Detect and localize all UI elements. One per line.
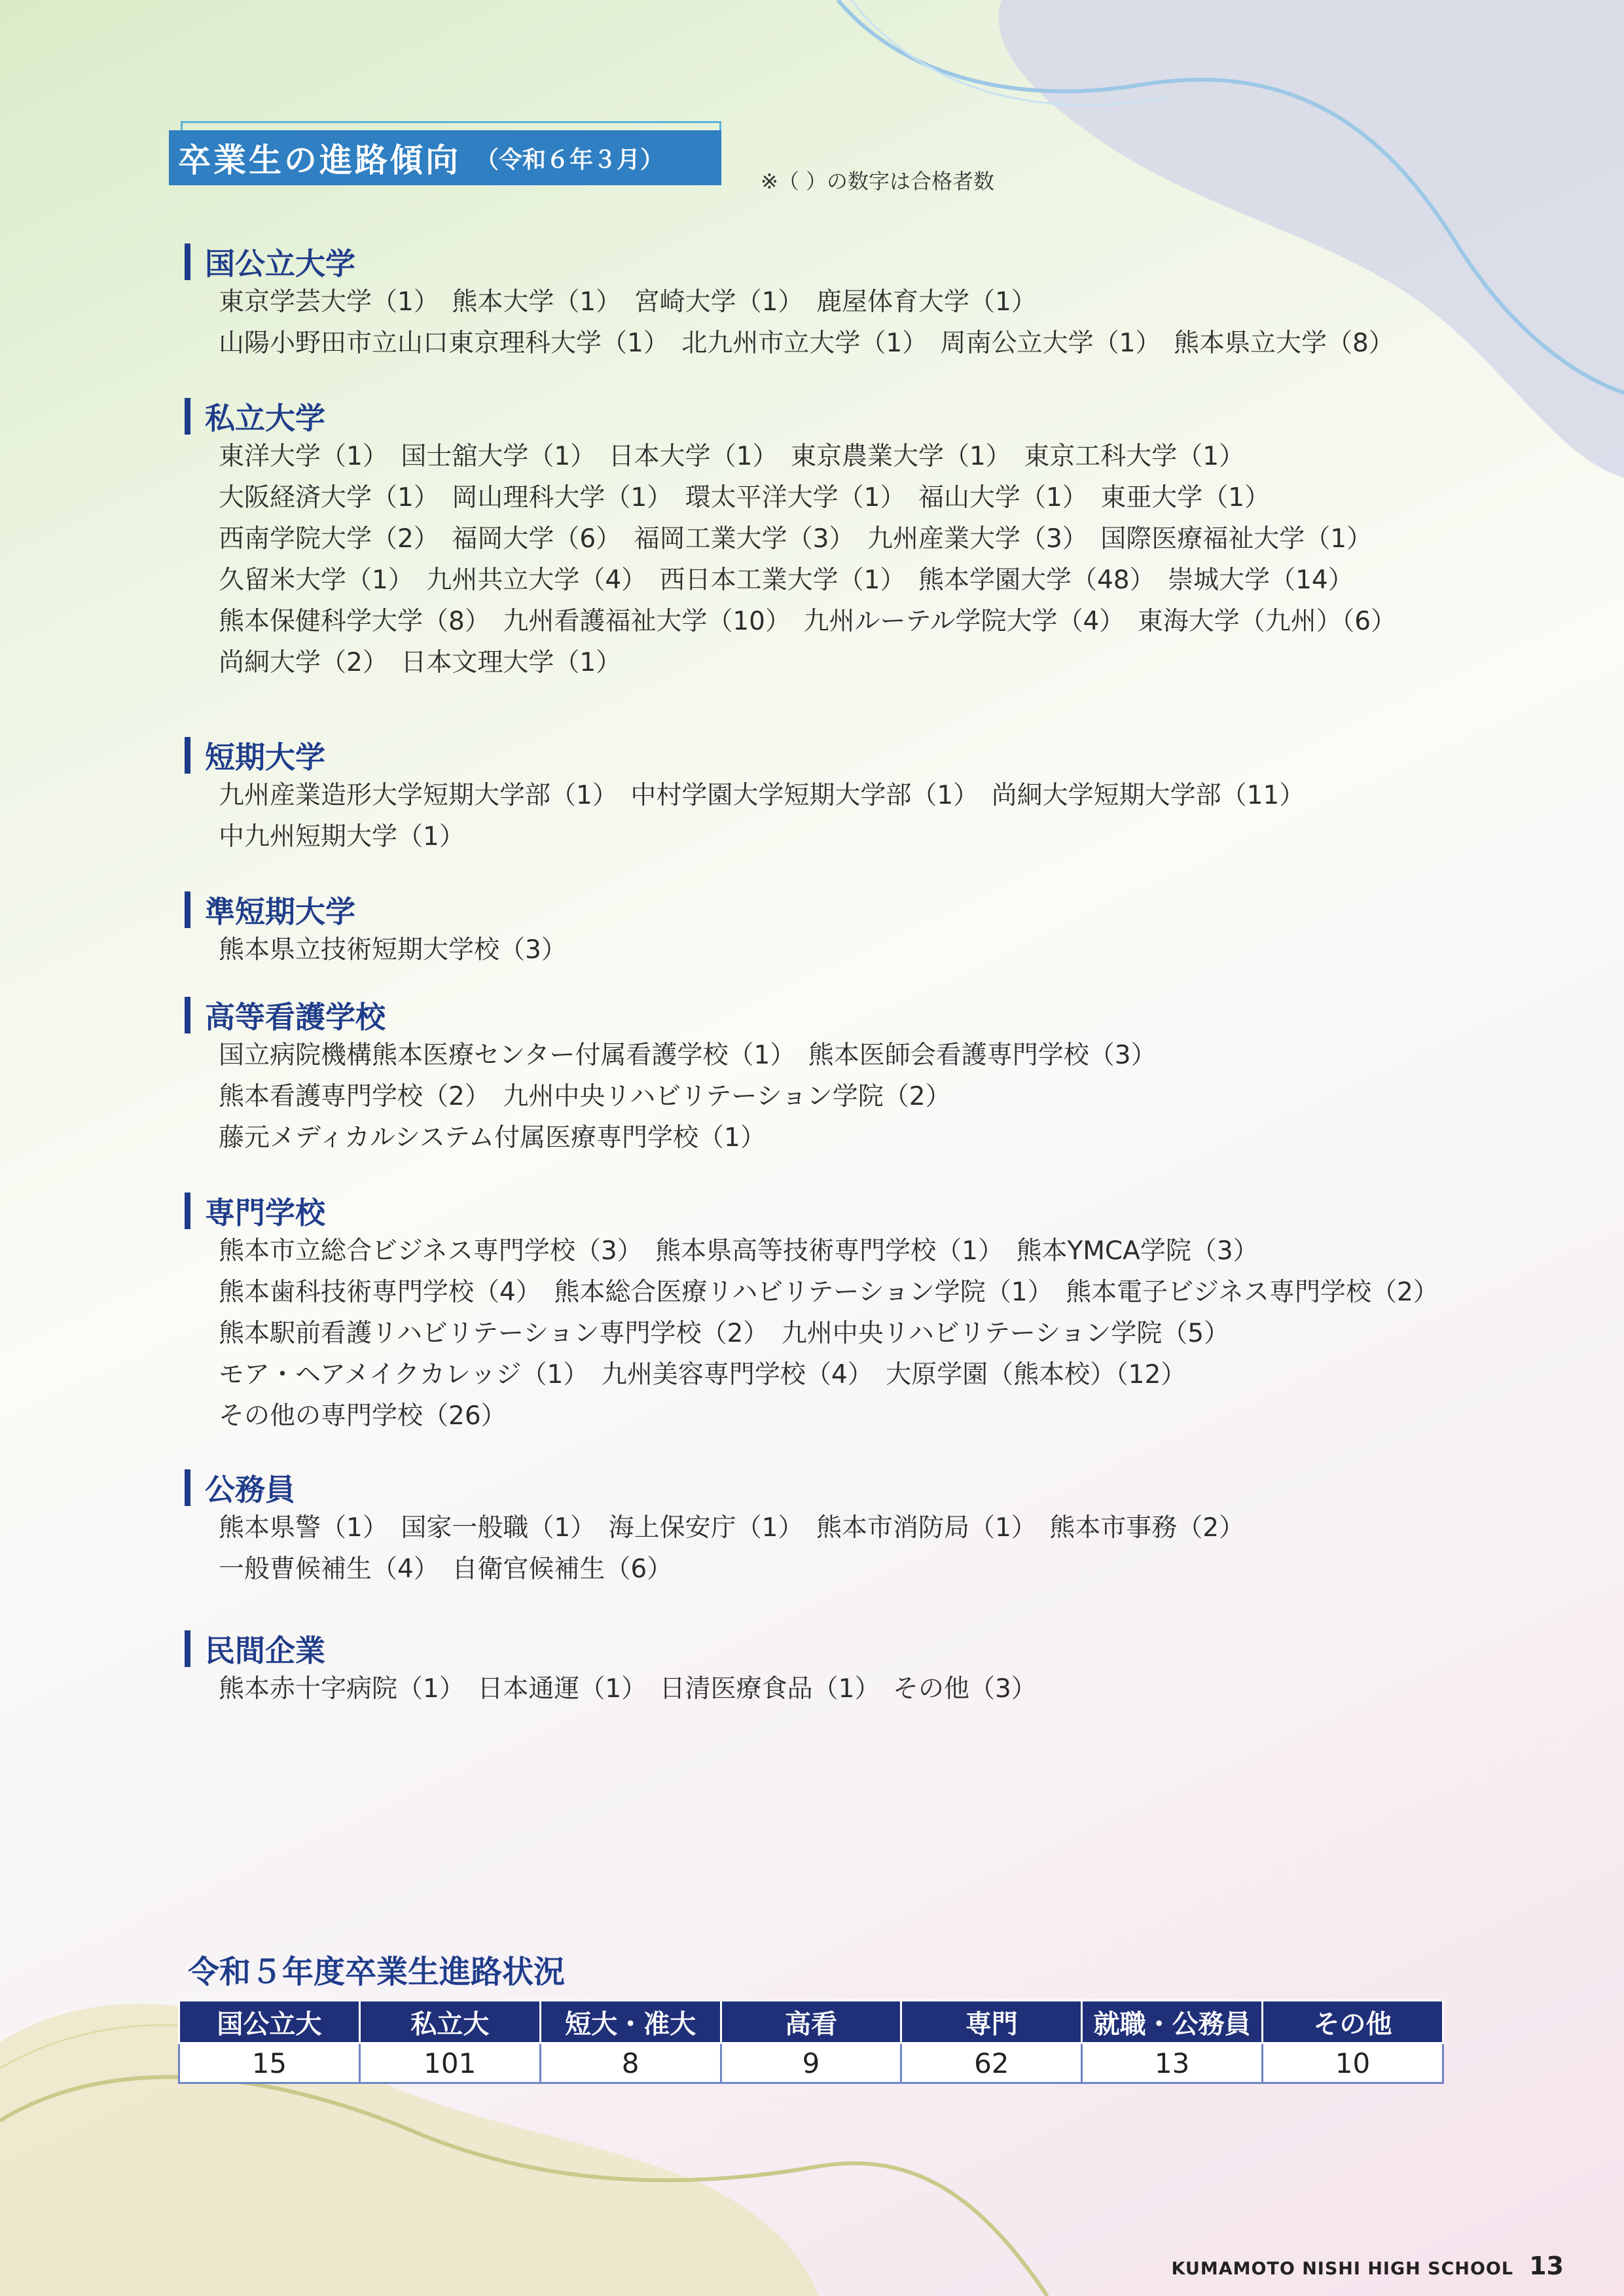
section-heading [185, 736, 1494, 775]
section-header [169, 121, 723, 185]
section-title: 短期大学 [205, 740, 325, 775]
page-title: 卒業生の進路傾向 [178, 141, 461, 179]
school-line: 東洋大学（1） 国士舘大学（1） 日本大学（1） 東京農業大学（1） 東京工科大学（1） [219, 442, 1245, 471]
section-title: 専門学校 [205, 1195, 325, 1230]
section-title: 私立大学 [205, 401, 325, 436]
summary-header-cell: 国公立大 [179, 2001, 360, 2043]
section-marker [185, 243, 190, 280]
section-title: 民間企業 [205, 1633, 325, 1668]
section-lines [219, 436, 1494, 683]
summary-header-cell: 短大・准大 [540, 2001, 721, 2043]
section-heading [185, 1629, 1494, 1668]
school-line: 熊本市立総合ビジネス専門学校（3） 熊本県高等技術専門学校（1） 熊本YMCA学院（3） [219, 1236, 1259, 1266]
section-heading [185, 996, 1494, 1035]
school-line: 大阪経済大学（1） 岡山理科大学（1） 環太平洋大学（1） 福山大学（1） 東亜大学（1） [219, 483, 1271, 512]
summary-header-row [179, 2001, 1443, 2043]
section-semi-junior-college [185, 890, 1494, 971]
section-marker [185, 398, 190, 435]
page-footer [1171, 2251, 1564, 2280]
section-lines [219, 1230, 1494, 1437]
section-marker [185, 891, 190, 928]
section-private-company [185, 1629, 1494, 1710]
section-lines [219, 1035, 1494, 1158]
section-lines [219, 1507, 1494, 1590]
section-lines [219, 775, 1494, 857]
school-line: 藤元メディカルシステム付属医療専門学校（1） [219, 1123, 766, 1153]
summary-value-cell: 101 [359, 2043, 540, 2083]
section-heading [185, 890, 1494, 929]
summary-header-cell: その他 [1263, 2001, 1443, 2043]
summary-value-cell: 13 [1082, 2043, 1263, 2083]
school-line: 熊本駅前看護リハビリテーション専門学校（2） 九州中央リハビリテーション学院（5） [219, 1319, 1230, 1348]
section-lines [219, 929, 1494, 971]
section-marker [185, 1630, 190, 1667]
summary-header-cell: 私立大 [359, 2001, 540, 2043]
summary-title: 令和５年度卒業生進路状況 [188, 1954, 566, 1990]
school-line: 熊本赤十字病院（1） 日本通運（1） 日清医療食品（1） その他（3） [219, 1674, 1037, 1704]
summary-header-cell: 専門 [901, 2001, 1082, 2043]
summary-value-cell: 15 [179, 2043, 360, 2083]
section-heading [185, 1191, 1494, 1230]
section-junior-college [185, 736, 1494, 857]
page-subtitle: （令和６年３月） [475, 146, 664, 173]
school-line: 一般曹候補生（4） 自衛官候補生（6） [219, 1554, 673, 1584]
section-title: 高等看護学校 [205, 999, 386, 1035]
section-heading [185, 397, 1494, 436]
school-line: その他の専門学校（26） [219, 1401, 507, 1431]
school-line: モア・ヘアメイクカレッジ（1） 九州美容専門学校（4） 大原学園（熊本校）（12） [219, 1360, 1187, 1390]
section-nursing-school [185, 996, 1494, 1158]
summary-value-cell: 62 [901, 2043, 1082, 2083]
destinations-list [185, 242, 1494, 1710]
section-marker [185, 737, 190, 774]
section-marker [185, 1469, 190, 1506]
section-heading [185, 242, 1494, 281]
page-number: 13 [1529, 2251, 1564, 2280]
school-line: 熊本歯科技術専門学校（4） 熊本総合医療リハビリテーション学院（1） 熊本電子ビジネス専門学校（2） [219, 1278, 1439, 1307]
section-lines [219, 1668, 1494, 1710]
count-note: ※（ ）の数字は合格者数 [761, 169, 994, 194]
school-line: 西南学院大学（2） 福岡大学（6） 福岡工業大学（3） 九州産業大学（3） 国際医療福祉大学（1） [219, 524, 1373, 554]
summary-table [178, 2000, 1444, 2084]
summary-header-cell: 就職・公務員 [1082, 2001, 1263, 2043]
school-line: 久留米大学（1） 九州共立大学（4） 西日本工業大学（1） 熊本学園大学（48） 崇城大学（14） [219, 565, 1354, 595]
school-line: 山陽小野田市立山口東京理科大学（1） 北九州市立大学（1） 周南公立大学（1） 熊本県立大学（8） [219, 329, 1394, 358]
school-line: 熊本県警（1） 国家一般職（1） 海上保安庁（1） 熊本市消防局（1） 熊本市事務（2） [219, 1513, 1245, 1543]
section-national-public-univ [185, 242, 1494, 364]
school-line: 九州産業造形大学短期大学部（1） 中村学園大学短期大学部（1） 尚絅大学短期大学部（11） [219, 781, 1305, 810]
section-vocational-school [185, 1191, 1494, 1437]
school-line: 尚絅大学（2） 日本文理大学（1） [219, 648, 622, 677]
school-line: 熊本看護専門学校（2） 九州中央リハビリテーション学院（2） [219, 1082, 951, 1111]
summary-value-cell: 8 [540, 2043, 721, 2083]
section-marker [185, 997, 190, 1033]
section-civil-service [185, 1468, 1494, 1590]
school-line: 熊本保健科学大学（8） 九州看護福祉大学（10） 九州ルーテル学院大学（4） 東海大学（九州）（6） [219, 607, 1397, 636]
school-line: 国立病院機構熊本医療センター付属看護学校（1） 熊本医師会看護専門学校（3） [219, 1041, 1157, 1070]
summary-header-cell: 高看 [721, 2001, 901, 2043]
school-line: 中九州短期大学（1） [219, 822, 465, 852]
school-name: KUMAMOTO NISHI HIGH SCHOOL [1171, 2259, 1514, 2279]
summary-value-cell: 10 [1263, 2043, 1443, 2083]
section-marker [185, 1193, 190, 1229]
section-heading [185, 1468, 1494, 1507]
summary-value-cell: 9 [721, 2043, 901, 2083]
header-box [169, 130, 721, 185]
summary-value-row [179, 2043, 1443, 2083]
section-private-univ [185, 397, 1494, 683]
section-lines [219, 281, 1494, 364]
school-line: 熊本県立技術短期大学校（3） [219, 935, 567, 965]
section-title: 公務員 [205, 1472, 295, 1507]
section-title: 国公立大学 [205, 246, 355, 281]
school-line: 東京学芸大学（1） 熊本大学（1） 宮崎大学（1） 鹿屋体育大学（1） [219, 287, 1037, 317]
section-title: 準短期大学 [205, 894, 355, 929]
